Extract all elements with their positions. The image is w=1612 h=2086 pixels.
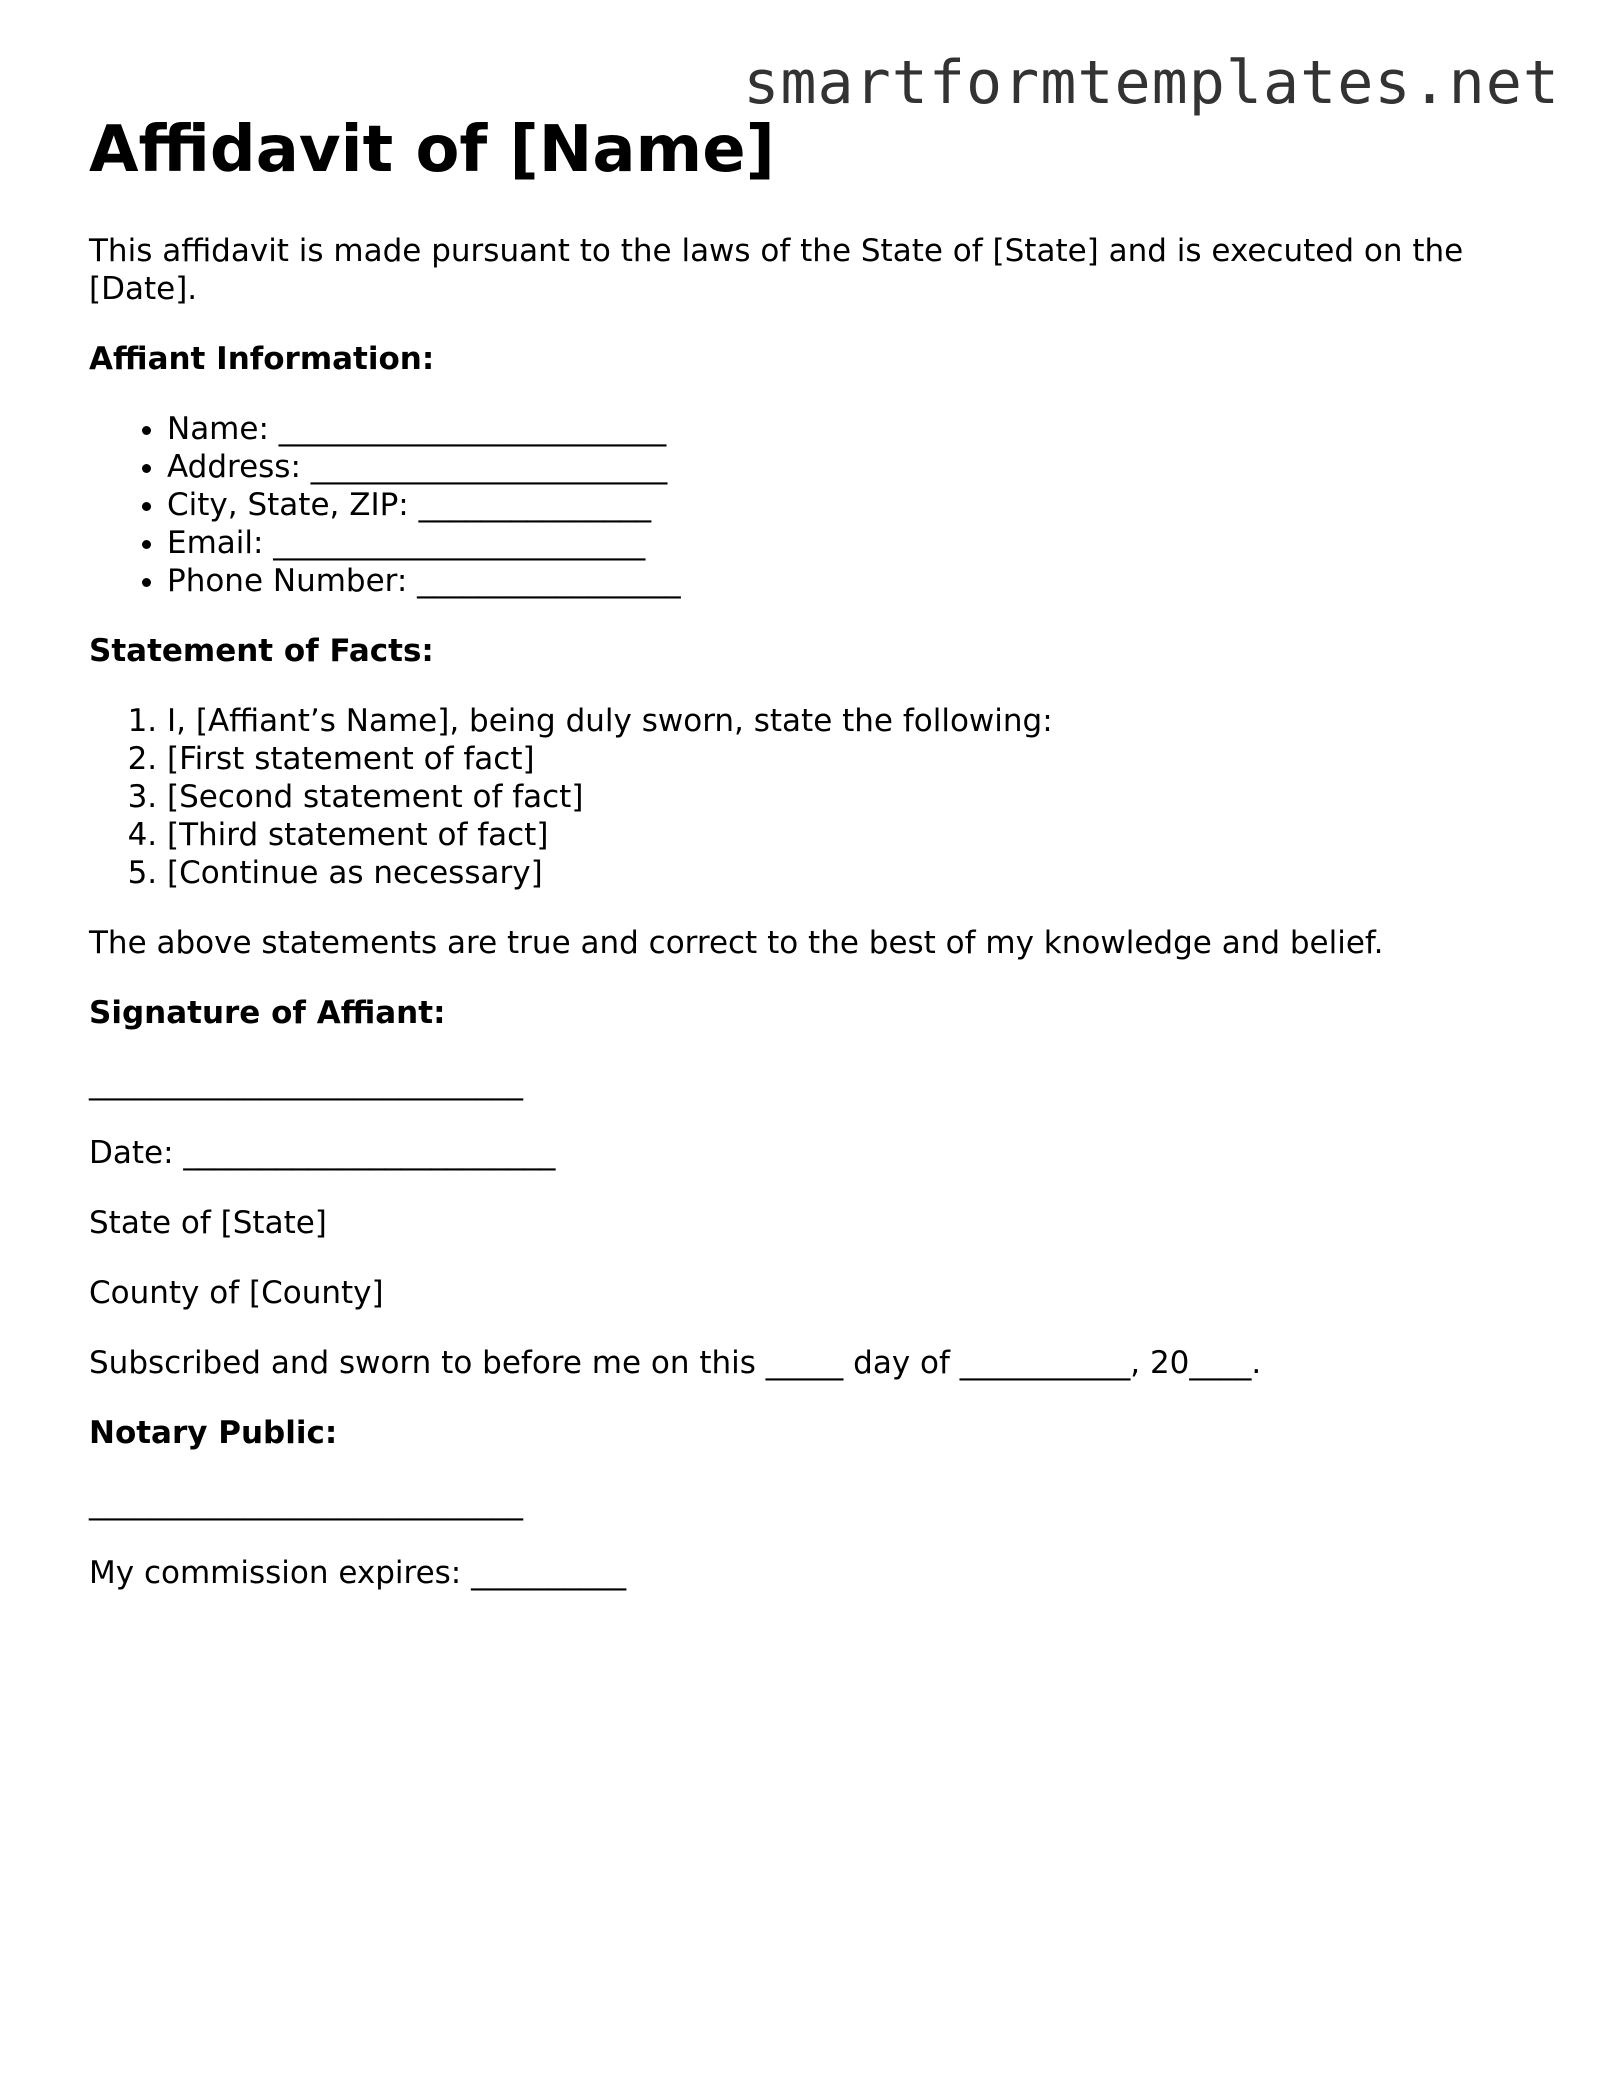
- affiant-information-heading: Affiant Information:: [89, 341, 435, 377]
- fact-item: 3. [Second statement of fact]: [167, 778, 1529, 816]
- affiant-address-field: • Address: _______________________: [167, 448, 1529, 486]
- subscribed-sworn-line: Subscribed and sworn to before me on this _____ day of ___________, 20____.: [89, 1345, 1262, 1381]
- affiant-name-field: • Name: _________________________: [167, 410, 1529, 448]
- affiant-city-state-zip-field: • City, State, ZIP: _______________: [167, 486, 1529, 524]
- document-body: [89, 110, 1529, 1592]
- fact-item: 1. I, [Affiant’s Name], being duly sworn, state the following:: [167, 702, 1529, 740]
- affiant-phone-field: • Phone Number: _________________: [167, 562, 1529, 600]
- affiant-information-list: [89, 410, 1529, 600]
- fact-item: 4. [Third statement of fact]: [167, 816, 1529, 854]
- notary-state: State of [State]: [89, 1205, 327, 1241]
- signature-date-line: Date: ________________________: [89, 1135, 556, 1171]
- affiant-signature-line: ____________________________: [89, 1065, 523, 1101]
- signature-heading: Signature of Affiant:: [89, 995, 446, 1031]
- notary-county: County of [County]: [89, 1275, 384, 1311]
- statement-of-facts-heading: Statement of Facts:: [89, 633, 434, 669]
- commission-expires-line: My commission expires: __________: [89, 1555, 627, 1591]
- notary-signature-line: ____________________________: [89, 1485, 523, 1521]
- watermark: smartformtemplates.net: [743, 48, 1560, 118]
- attestation-statement: The above statements are true and correct to the best of my knowledge and belief.: [89, 925, 1384, 961]
- notary-public-heading: Notary Public:: [89, 1415, 338, 1451]
- document-title: Affidavit of [Name]: [89, 113, 775, 187]
- affiant-email-field: • Email: ________________________: [167, 524, 1529, 562]
- fact-item: 5. [Continue as necessary]: [167, 854, 1529, 892]
- fact-item: 2. [First statement of fact]: [167, 740, 1529, 778]
- statement-of-facts-list: [89, 702, 1529, 892]
- intro-paragraph: This affidavit is made pursuant to the laws of the State of [State] and is executed on the [Date].: [89, 233, 1464, 307]
